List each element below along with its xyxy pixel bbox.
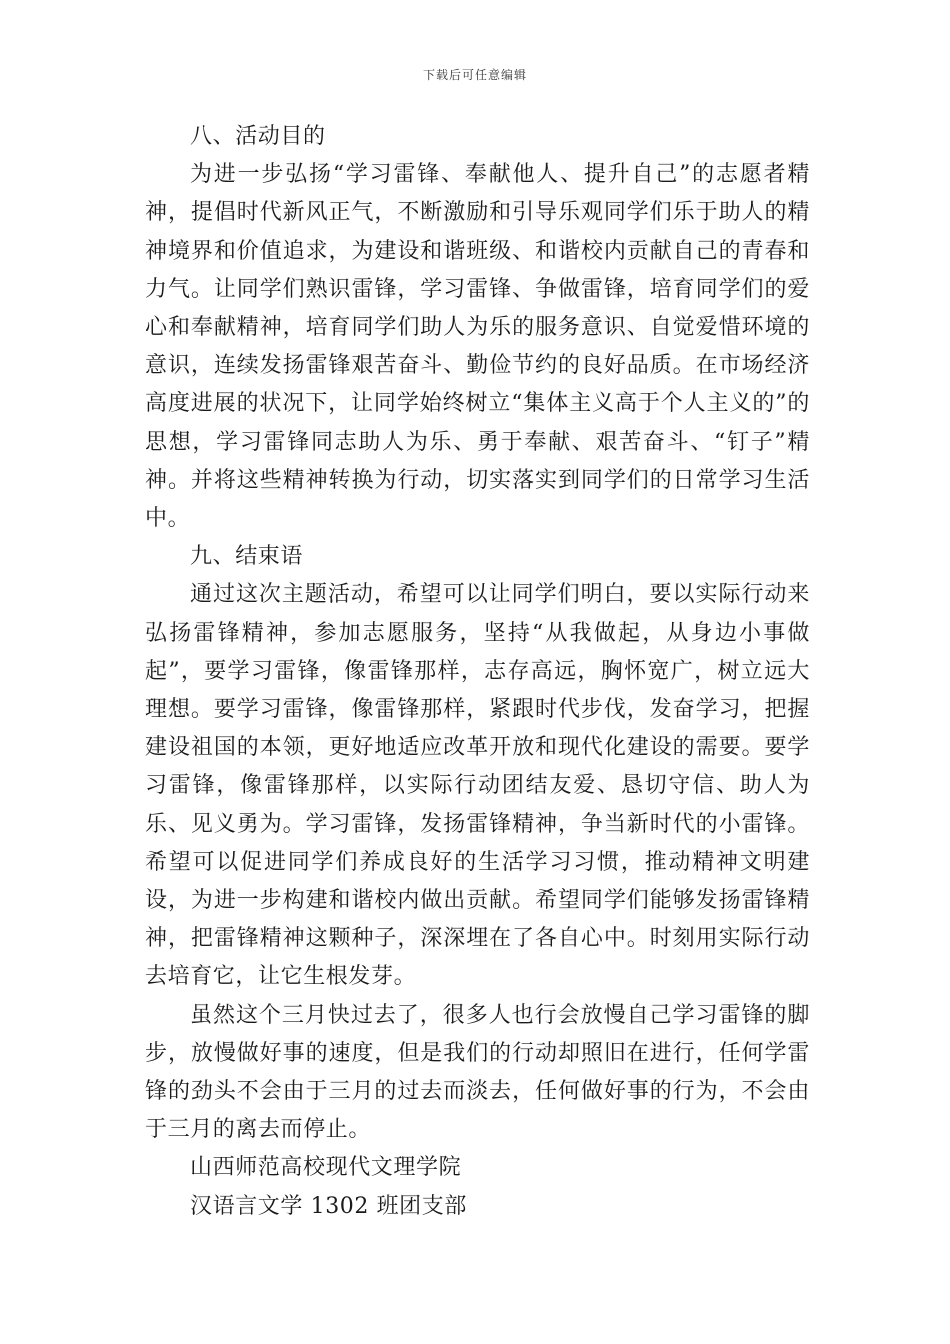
section-title-activity-purpose: 八、活动目的 bbox=[190, 124, 326, 149]
section-title-conclusion: 九、结束语 bbox=[190, 544, 304, 570]
page-header: 下载后可任意编辑 bbox=[422, 68, 527, 82]
signature-organization: 山西师范高校现代文理学院 bbox=[190, 1155, 462, 1181]
document-body bbox=[145, 118, 810, 1226]
paragraph-conclusion-1: 通过这次主题活动，希望可以让同学们明白，要以实际行动来弘扬雷锋精神，参加志愿服务，坚持“从我做起，从身边小事做起”，要学习雷锋，像雷锋那样，志存高远，胸怀宽广，树立远大理想。要学习雷锋，像雷锋那样，紧跟时代步伐，发奋学习，把握建设祖国的本领，更好地适应改革开放和现代化建设的需要。要学习雷锋，像雷锋那样，以实际行动团结友爱、恳切守信、助人为乐、见义勇为。学习雷锋，发扬雷锋精神，争当新时代的小雷锋。希望可以促进同学们养成良好的生活学习习惯，推动精神文明建设，为进一步构建和谐校内做出贡献。希望同学们能够发扬雷锋精神，把雷锋精神这颗种子，深深埋在了各自心中。时刻用实际行动去培育它，让它生根发芽。 bbox=[145, 582, 810, 990]
paragraph-activity-purpose: 为进一步弘扬“学习雷锋、奉献他人、提升自己”的志愿者精神，提倡时代新风正气，不断激励和引导乐观同学们乐于助人的精神境界和价值追求，为建设和谐班级、和谐校内贡献自己的青春和力气。让同学们熟识雷锋，学习雷锋、争做雷锋，培育同学们的爱心和奉献精神，培育同学们助人为乐的服务意识、自觉爱惜环境的意识，连续发扬雷锋艰苦奋斗、勤俭节约的良好品质。在市场经济高度进展的状况下，让同学始终树立“集体主义高于个人主义的”的思想，学习雷锋同志助人为乐、勇于奉献、艰苦奋斗、“钉子”精神。并将这些精神转换为行动，切实落实到同学们的日常学习生活中。 bbox=[145, 162, 810, 532]
paragraph-conclusion-2: 虽然这个三月快过去了，很多人也行会放慢自己学习雷锋的脚步，放慢做好事的速度，但是我们的行动却照旧在进行，任何学雷锋的劲头不会由于三月的过去而淡去，任何做好事的行为，不会由于三月的离去而停止。 bbox=[145, 1002, 810, 1143]
signature-branch: 汉语言文学 1302 班团支部 bbox=[190, 1193, 467, 1219]
